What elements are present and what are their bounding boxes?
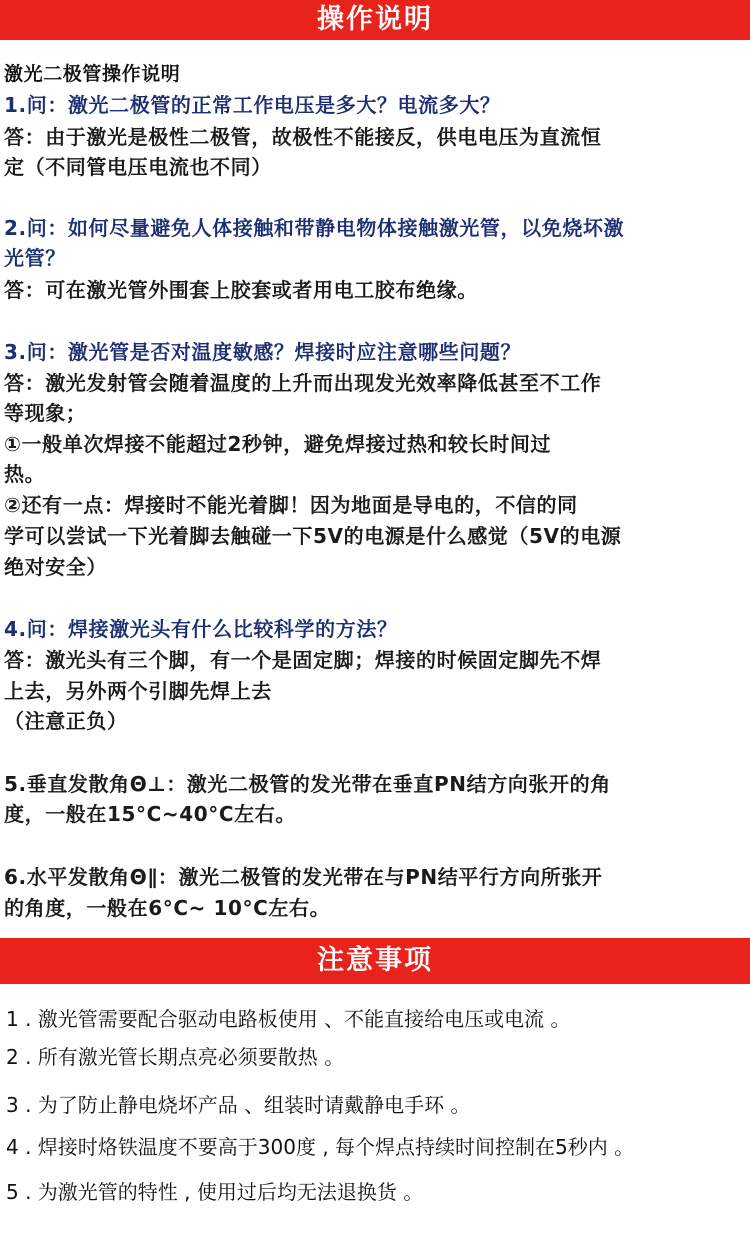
section-heading: 激光二极管操作说明 [4,63,181,85]
answer-3-line-1: 答：激光发射管会随着温度的上升而出现发光效率降低甚至不工作 [4,371,602,395]
answer-3-point-2-line-2: 学可以尝试一下光着脚去触碰一下5V的电源是什么感觉（5V的电源 [4,524,622,548]
notice-title: 注意事项 [317,945,433,976]
answer-1-line-1: 答：由于激光是极性二极管，故极性不能接反，供电电压为直流恒 [4,125,602,149]
answer-3-point-1-line-1: ①一般单次焊接不能超过2秒钟，避免焊接过热和较长时间过 [4,432,552,456]
question-2-line-1: 2.问：如何尽量避免人体接触和带静电物体接触激光管，以免烧坏激 [4,216,625,240]
notice-item: 2 . 所有激光管长期点亮必须要散热 。 [6,1045,345,1069]
notice-item: 3 . 为了防止静电烧坏产品 、组装时请戴静电手环 。 [6,1093,471,1117]
notice-item: 5 . 为激光管的特性 , 使用过后均无法退换货 。 [6,1180,424,1204]
horizontal-divergence-line-1: 6.水平发散角Θ∥：激光二极管的发光带在与PN结平行方向所张开 [4,865,603,889]
question-4: 4.问：焊接激光头有什么比较科学的方法？ [4,617,398,641]
operation-instructions-banner [0,0,750,40]
answer-2: 答：可在激光管外围套上胶套或者用电工胶布绝缘。 [4,278,478,302]
banner-title: 操作说明 [317,4,433,35]
answer-3-point-1-line-2: 热。 [4,462,46,486]
vertical-divergence-line-1: 5.垂直发散角Θ⊥：激光二极管的发光带在垂直PN结方向张开的角 [4,772,611,796]
notice-item: 1 . 激光管需要配合驱动电路板使用 、不能直接给电压或电流 。 [6,1007,571,1031]
horizontal-divergence-line-2: 的角度，一般在6°C~ 10°C左右。 [4,896,331,920]
answer-1-line-2: 定（不同管电压电流也不同） [4,155,272,179]
notice-item: 4 . 焊接时烙铁温度不要高于300度 , 每个焊点持续时间控制在5秒内 。 [6,1135,635,1159]
question-1: 1.问：激光二极管的正常工作电压是多大？电流多大？ [4,93,501,117]
vertical-divergence-line-2: 度，一般在15°C~40°C左右。 [4,802,296,826]
answer-4-line-2: 上去，另外两个引脚先焊上去 [4,679,272,703]
notice-banner [0,938,750,984]
question-3: 3.问：激光管是否对温度敏感？焊接时应注意哪些问题？ [4,340,522,364]
answer-4-line-3: （注意正负） [4,709,128,733]
answer-3-point-2-line-1: ②还有一点：焊接时不能光着脚！因为地面是导电的，不信的同 [4,493,578,517]
answer-3-line-2: 等现象； [4,401,87,425]
question-2-line-2: 光管？ [4,246,66,270]
answer-4-line-1: 答：激光头有三个脚，有一个是固定脚；焊接的时候固定脚先不焊 [4,648,602,672]
answer-3-point-2-line-3: 绝对安全） [4,555,107,579]
